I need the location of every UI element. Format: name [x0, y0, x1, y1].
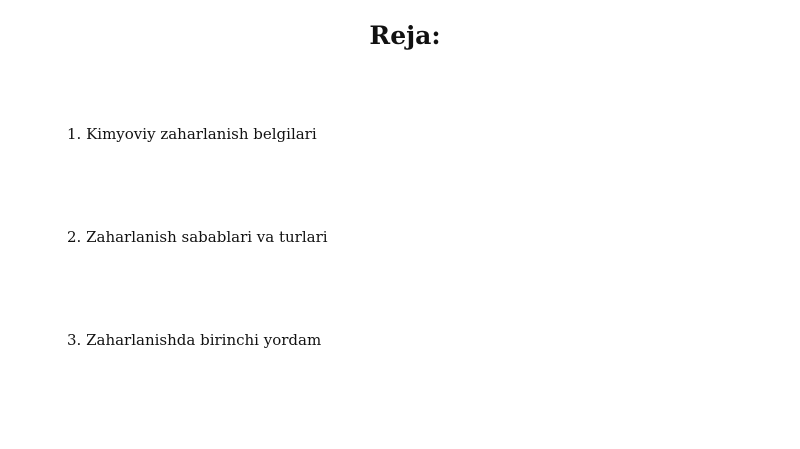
plan-item: 2. Zaharlanish sabablari va turlari	[67, 228, 328, 246]
slide-title: Reja:	[369, 21, 441, 50]
plan-item: 3. Zaharlanishda birinchi yordam	[67, 331, 322, 349]
plan-item: 1. Kimyoviy zaharlanish belgilari	[67, 125, 317, 143]
